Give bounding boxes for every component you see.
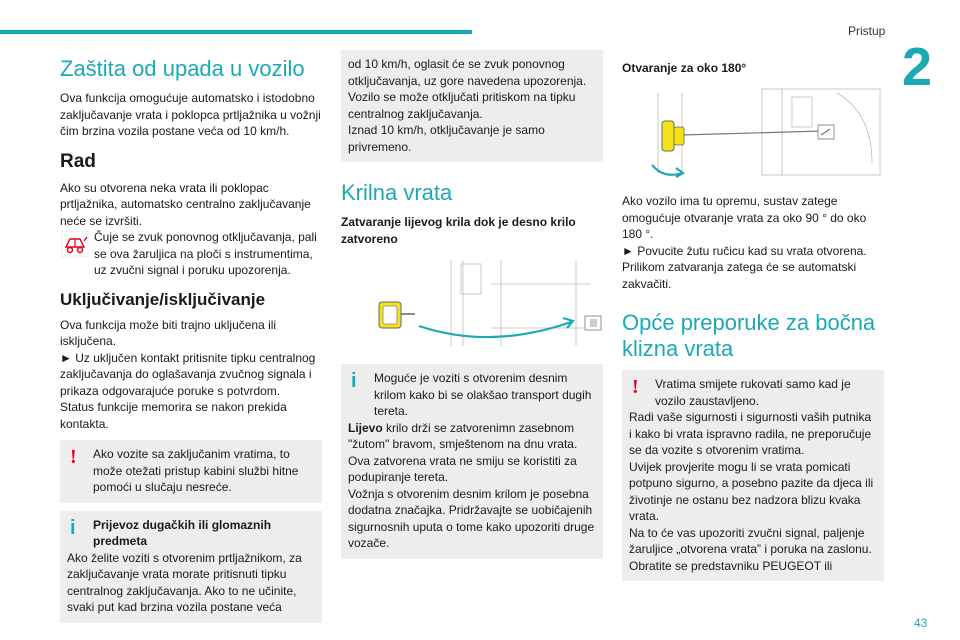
info-box-2-head xyxy=(348,370,596,420)
warning-box-1 xyxy=(60,440,322,503)
zoom-lock-detail-icon xyxy=(585,316,601,330)
rad-text: Ako su otvorena neka vrata ili poklopac prtljažnika, automatsko centralno zaključavanje neće se izvršiti. xyxy=(60,180,311,228)
door-open-warning-icon xyxy=(60,229,90,259)
info-box-1-head xyxy=(67,517,315,550)
info-2-lijevo: Lijevo xyxy=(348,420,383,435)
info-icon: i xyxy=(70,516,76,539)
info-2-lijevo-rest: krilo drži se zatvorenimn zasebnom "žutom" bravom, smještenom na dnu vrata. xyxy=(348,420,578,451)
section-name: Pristup xyxy=(848,24,886,38)
info-2-text-1: Moguće je voziti s otvorenim desnim krilom kako bi se olakšao transport dugih tereta. xyxy=(374,371,592,418)
heading-zatvaranje: Zatvaranje lijevog krila dok je desno krilo zatvoreno xyxy=(341,215,576,246)
figure-180-opening xyxy=(622,83,884,181)
yellow-lock-handle-icon xyxy=(379,302,415,328)
heading-otvaranje: Otvaranje za oko 180° xyxy=(622,61,747,75)
zastita-intro: Ova funkcija omogućuje automatsko i istodobno zaključavanje vrata i poklopca prtljažnika u vožnji čim brzina vozila postane veća od 10 km/h. xyxy=(60,91,321,138)
warn-2-text-5: Obratite se predstavniku PEUGEOT ili xyxy=(629,558,833,573)
heading-ukljucivanje: Uključivanje/isključivanje xyxy=(60,289,266,309)
title-opce-preporuke: Opće preporuke za bočna klizna vrata xyxy=(622,310,876,361)
otvaranje-text-2: ► Povucite žutu ručicu kad su vrata otvorena. xyxy=(622,243,867,258)
page-number: 43 xyxy=(914,616,928,630)
warning-icon: ! xyxy=(632,376,639,398)
warn-2-text-3: Uvijek provjerite mogu li se vrata pomicati potpuno sigurno, a posebno pazite da djeca ili životinje ne ostanu bez nadzora blizu kvaka vrata. xyxy=(629,459,874,523)
warn-2-text-4: Na to će vas upozoriti zvučni signal, paljenje žaruljice „otvorena vrata” i poruka na zaslonu. xyxy=(629,525,872,556)
info-2-text-2 xyxy=(348,420,596,453)
info-text: Ako želite voziti s otvorenim prtljažnikom, za zaključavanje vrata morate pritisnuti tipku centralnog zaključavanja. Ako to ne učinite, svaki put kad brzina vozila postane veća xyxy=(67,550,302,614)
info-2-text-3: Ova zatvorena vrata ne smiju se koristiti za podupiranje tereta. xyxy=(348,453,577,484)
zoom-strap-detail-icon xyxy=(818,125,834,139)
chapter-number: 2 xyxy=(902,37,933,97)
otvaranje-text-3: Prilikom zatvaranja zatega će se automatski zakvačiti. xyxy=(622,260,857,291)
box-continued-text-1: od 10 km/h, oglasit će se zvuk ponovnog otključavanja, uz gore navedena upozorenja. Vozilo se može otključati pritiskom na tipku centralnog zaključavanja. xyxy=(348,57,587,121)
info-box-1 xyxy=(60,511,322,623)
warning-icon: ! xyxy=(70,446,77,468)
rad-icon-row xyxy=(60,229,322,279)
warning-box-1-head xyxy=(67,446,315,496)
ukljucivanje-text-1: Ova funkcija može biti trajno uključena ili isključena. xyxy=(60,317,277,348)
warning-box-2 xyxy=(622,370,884,581)
column-1 xyxy=(60,56,322,631)
header-accent-bar xyxy=(0,30,472,34)
warn-2-text-2: Radi vaše sigurnosti i sigurnosti vaših putnika i kako bi vrata ispravno radila, ne preporučuje se da vozite s otvorenim vratima. xyxy=(629,410,872,457)
info-2-text-4: Vožnja s otvorenim desnim krilom je posebna dodatna značajka. Pridržavajte se uobičajenih sigurnosnih uputa o tome kako upozoriti druge vozače. xyxy=(348,486,595,550)
info-box-continued xyxy=(341,50,603,162)
otvaranje-text-1: Ako vozilo ima tu opremu, sustav zatege omogućuje otvaranje vrata za oko 90 ° do oko 180 °. xyxy=(622,194,867,241)
warning-box-2-head xyxy=(629,376,877,409)
info-box-2 xyxy=(341,364,603,559)
column-3 xyxy=(622,50,884,589)
info-title: Prijevoz dugačkih ili glomaznih predmeta xyxy=(93,517,272,548)
rad-icon-text: Čuje se zvuk ponovnog otključavanja, pali se ova žaruljica na ploči s instrumentima, uz zvučni signal i poruku upozorenja. xyxy=(94,230,317,277)
heading-rad: Rad xyxy=(60,150,96,172)
title-zastita: Zaštita od upada u vozilo xyxy=(60,56,305,81)
column-2 xyxy=(341,50,603,567)
door-strap-illustration xyxy=(622,83,884,181)
left-wing-lock-illustration xyxy=(341,254,603,352)
ukljucivanje-text-3: Status funkcije memorira se nakon prekida kontakta. xyxy=(60,400,287,431)
ukljucivanje-text-2: ► Uz uključen kontakt pritisnite tipku centralnog zaključavanja do oglašavanja zvučnog signala i prikaza odgovarajuće poruke s potvrdom. xyxy=(60,350,316,398)
box-continued-text-2: Iznad 10 km/h, otključavanje je samo privremeno. xyxy=(348,123,545,154)
info-icon: i xyxy=(351,370,357,392)
title-krilna-vrata: Krilna vrata xyxy=(341,180,453,205)
yellow-strap-handle-icon xyxy=(662,121,684,151)
warn-2-text-1: Vratima smijete rukovati samo kad je vozilo zaustavljeno. xyxy=(655,377,851,408)
figure-left-wing-lock xyxy=(341,254,603,352)
warning-text: Ako vozite sa zaključanim vratima, to može otežati pristup kabini službi hitne pomoći u slučaju nesreće. xyxy=(93,447,299,494)
